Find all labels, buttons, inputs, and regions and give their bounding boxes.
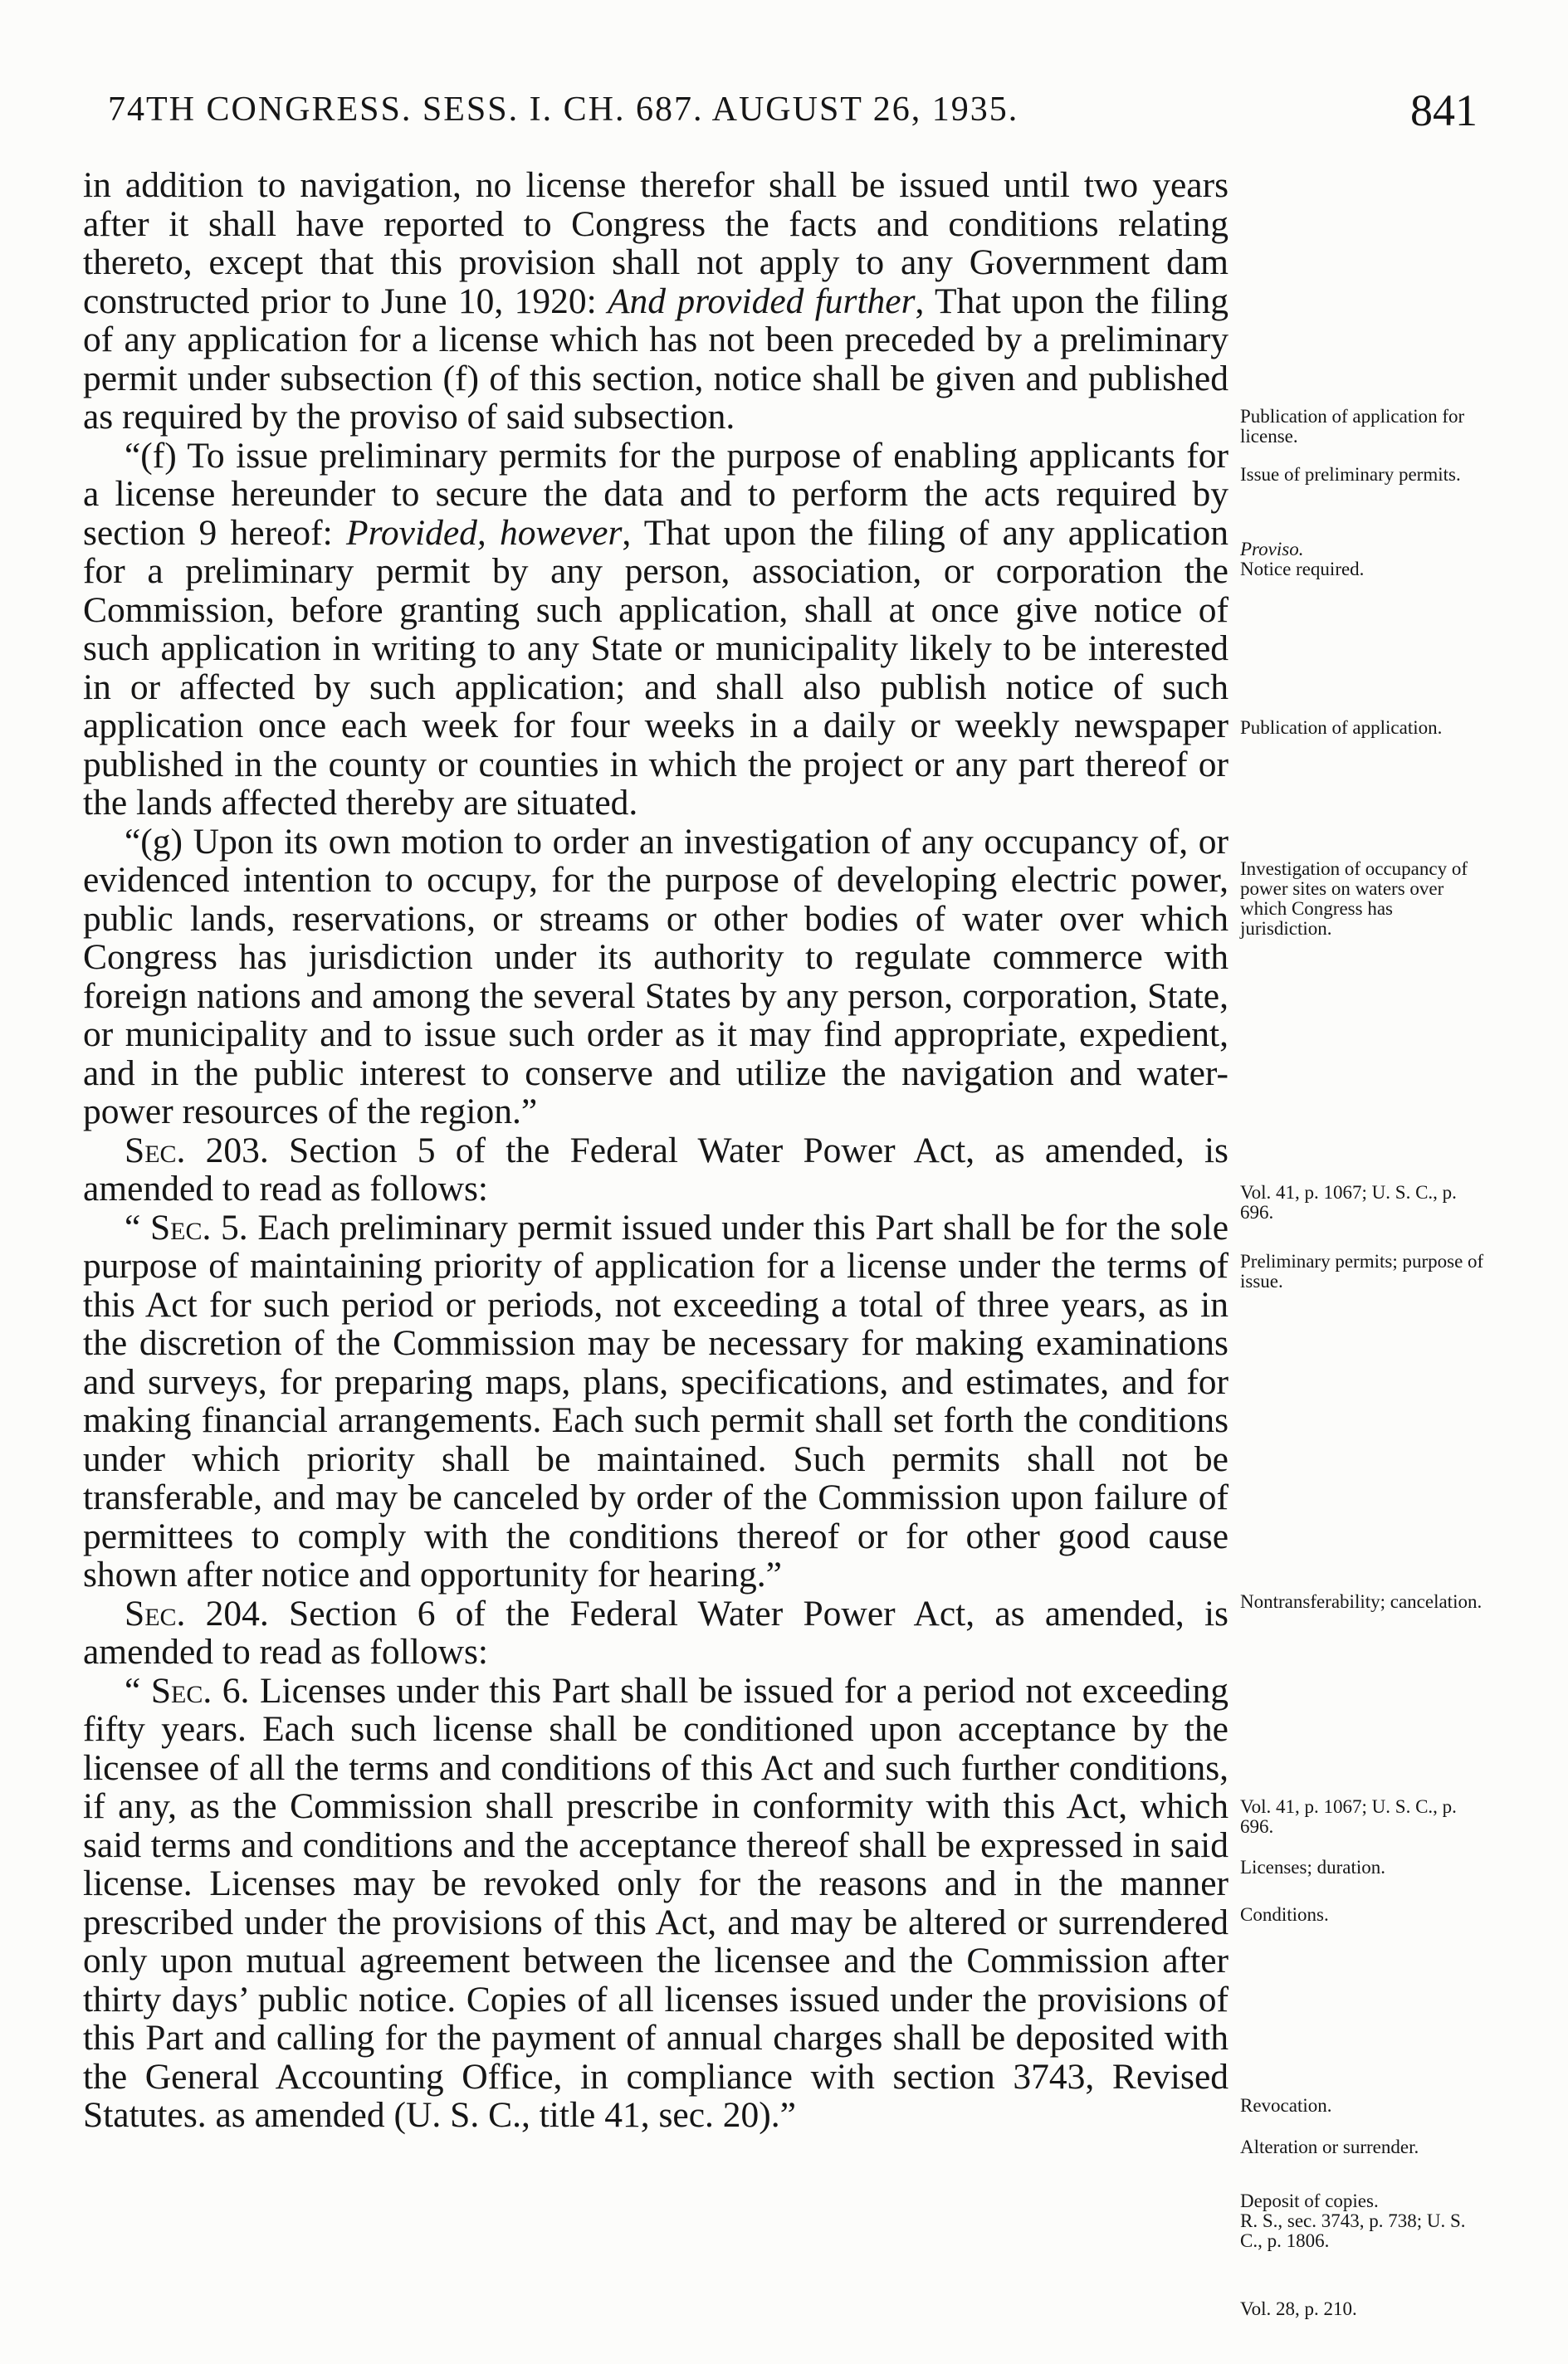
margin-note-deposit — [1240, 2191, 1489, 2251]
open-quote: “ — [125, 1670, 151, 1711]
margin-note-publication: Publication of application for license. — [1240, 406, 1465, 447]
proviso-phrase: And provided further — [607, 281, 916, 321]
paragraph-text: “(f) To issue preliminary permits for the purpose of enabling applicants for a license hereunder to secure the data and to perform the acts required by section 9 hereof: — [83, 435, 1229, 553]
margin-note-investigation: Investigation of occupancy of power sites on waters over which Congress has jurisdiction. — [1240, 858, 1468, 939]
margin-note-citation: Vol. 41, p. 1067; U. S. C., p. 696. — [1240, 1796, 1457, 1837]
paragraph-subsection-f — [83, 437, 1229, 823]
paragraph-subsection-g: “(g) Upon its own motion to order an investigation of any occupancy of, or evidenced intention to occupy, for the purpose of developing electric power, public lands, reservations, or streams or other bodies of water over which Congress has jurisdiction under its authority to regulate commerce with foreign nations and among the several States by any person, corporation, State, or municipality and to issue such order as it may find appropriate, expedient, and in the public interest to conserve and utilize the navigation and water-power resources of the region.” — [83, 821, 1229, 1131]
paragraph-sec-5 — [83, 1209, 1229, 1595]
open-quote: “ — [125, 1207, 150, 1248]
margin-note-issue-permits: Issue of preliminary permits. — [1240, 464, 1461, 485]
running-head: 74TH CONGRESS. SESS. I. CH. 687. AUGUST 26, 1935. — [108, 90, 1019, 129]
margin-note-licenses-duration: Licenses; duration. — [1240, 1857, 1386, 1878]
proviso-phrase: Provided, however — [346, 512, 623, 553]
paragraph-sec-204 — [83, 1595, 1229, 1672]
page-header — [108, 85, 1478, 148]
margin-note-deposit-label: Deposit of copies. — [1240, 2191, 1379, 2211]
margin-note-revocation: Revocation. — [1240, 2095, 1332, 2116]
page-number: 841 — [1410, 85, 1478, 135]
paragraph-text: in addition to navigation, no license therefor shall be issued until two years after it shall have reported to Congress the facts and conditions relating thereto, except that this provision shall not apply to any Government dam constructed prior to June 10, 1920: — [83, 165, 1229, 321]
margin-note-citation: Vol. 41, p. 1067; U. S. C., p. 696. — [1240, 1182, 1457, 1223]
section-label: Sec. — [150, 1670, 212, 1711]
paragraph-text: , That upon the filing of any application for a license which has not been preceded by a preliminary permit under subsection (f) of this section, notice shall be given and published as required by the proviso of said subsection. — [83, 281, 1229, 437]
margin-note-proviso — [1240, 540, 1489, 579]
paragraph-text: 203. Section 5 of the Federal Water Power Act, as amended, is amended to read as follows: — [83, 1130, 1229, 1209]
body-text — [83, 166, 1229, 2135]
margin-note-preliminary-permits: Preliminary permits; purpose of issue. — [1240, 1251, 1484, 1292]
paragraph-text: , That upon the filing of any application for a preliminary permit by any person, association, or corporation the Commission, before granting such application, shall at once give notice of such application in writing to any State or municipality likely to be interested in or affected by such application; and shall also publish notice of such application once each week for four weeks in a daily or weekly newspaper published in the county or counties in which the project or any part thereof or the lands affected thereby are situated. — [83, 512, 1229, 823]
paragraph-continuation — [83, 166, 1229, 437]
margin-note-conditions: Conditions. — [1240, 1904, 1329, 1925]
paragraph-sec-6 — [83, 1672, 1229, 2135]
margin-note-citation: Vol. 28, p. 210. — [1240, 2298, 1357, 2319]
section-label: Sec. — [125, 1130, 186, 1170]
margin-note-notice: Notice required. — [1240, 559, 1365, 579]
margin-note-proviso-label: Proviso. — [1240, 539, 1304, 559]
margin-note-alteration: Alteration or surrender. — [1240, 2137, 1419, 2157]
margin-note-nontransferability: Nontransferability; cancelation. — [1240, 1591, 1483, 1612]
paragraph-text: 5. Each preliminary permit issued under this Part shall be for the sole purpose of maintaining priority of application for a license under the terms of this Act for such period or periods, not exceeding a total of three years, as in the discretion of the Commission may be necessary for making examinations and surveys, for preparing maps, plans, specifications, and estimates, and for making financial arrangements. Each such permit shall set forth the conditions under which priority shall be maintained. Such permits shall not be transferable, and may be canceled by order of the Commission upon failure of permittees to comply with the conditions thereof or for other good cause shown after notice and opportunity for hearing.” — [83, 1207, 1229, 1595]
margin-note-deposit-citation: R. S., sec. 3743, p. 738; U. S. C., p. 1806. — [1240, 2210, 1466, 2251]
paragraph-text: 204. Section 6 of the Federal Water Power Act, as amended, is amended to read as follows: — [83, 1593, 1229, 1672]
paragraph-text: 6. Licenses under this Part shall be issued for a period not exceeding fifty years. Each such license shall be conditioned upon acceptance by the licensee of all the terms and conditions of this Act and such further conditions, if any, as the Commission shall prescribe in conformity with this Act, which said terms and conditions and the acceptance thereof shall be expressed in said license. Licenses may be revoked only for the reasons and in the manner prescribed under the provisions of this Act, and may be altered or surrendered only upon mutual agreement between the licensee and the Commission after thirty days’ public notice. Copies of all licenses issued under the provisions of this Part and calling for the payment of annual charges shall be deposited with the General Accounting Office, in compliance with section 3743, Revised Statutes. as amended (U. S. C., title 41, sec. 20).” — [83, 1670, 1229, 2135]
margin-note-publication-application: Publication of application. — [1240, 717, 1443, 738]
paragraph-sec-203 — [83, 1131, 1229, 1209]
section-label: Sec. — [125, 1593, 186, 1634]
section-label: Sec. — [149, 1207, 212, 1248]
